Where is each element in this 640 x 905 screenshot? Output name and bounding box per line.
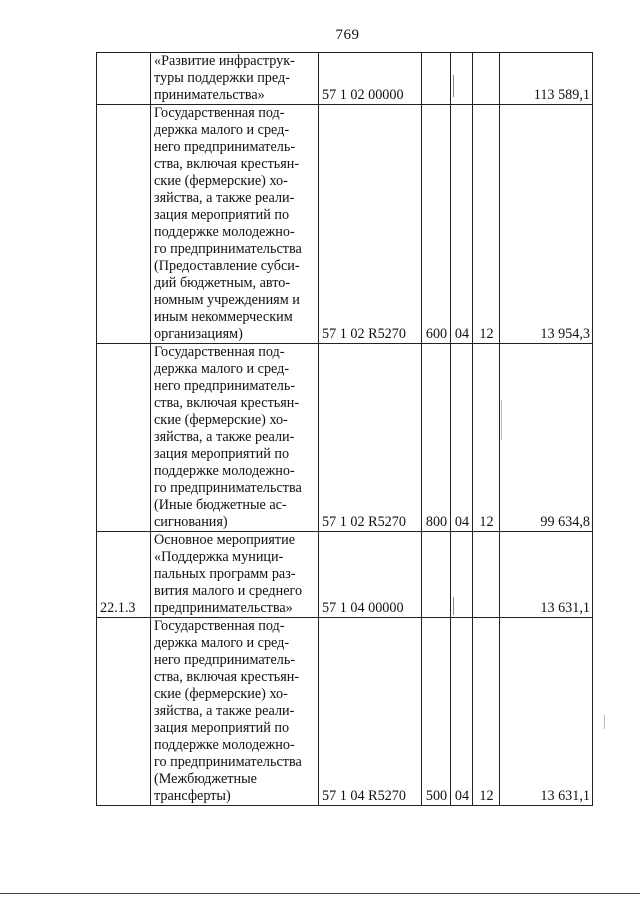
item-name-line: зация мероприятий по xyxy=(154,446,290,462)
target-article-code-cell xyxy=(319,53,422,105)
item-name-line: зяйства, а также реали- xyxy=(154,429,295,445)
item-name-line: Государственная под- xyxy=(154,618,285,634)
table-row xyxy=(97,53,593,105)
item-name-cell xyxy=(151,105,319,344)
item-name-line: поддержке молодежно- xyxy=(154,224,295,240)
table-row xyxy=(97,105,593,344)
target-article-code-text: 57 1 02 00000 xyxy=(322,87,404,103)
item-name-line: го предпринимательства xyxy=(154,480,302,496)
scan-artifact xyxy=(453,75,454,97)
table-row xyxy=(97,618,593,806)
expense-type-text: 500 xyxy=(425,788,448,804)
item-name-line: ские (фермерские) хо- xyxy=(154,412,288,428)
item-name-line: го предпринимательства xyxy=(154,754,302,770)
section-cell xyxy=(451,344,473,532)
scan-artifact xyxy=(501,400,502,440)
row-number-cell xyxy=(97,105,151,344)
subsection-cell xyxy=(473,53,500,105)
subsection-text: 12 xyxy=(479,326,494,342)
item-name-line: предпринимательства» xyxy=(154,600,293,616)
item-name-line: (Иные бюджетные ас- xyxy=(154,497,287,513)
item-name-line: него предприниматель- xyxy=(154,139,296,155)
amount-cell xyxy=(500,344,593,532)
expense-type-cell xyxy=(422,53,451,105)
item-name-line: зяйства, а также реали- xyxy=(154,190,295,206)
item-name-cell xyxy=(151,618,319,806)
item-name-line: держка малого и сред- xyxy=(154,361,290,377)
expense-type-cell xyxy=(422,532,451,618)
item-name-line: зация мероприятий по xyxy=(154,720,290,736)
page-bottom-rule xyxy=(0,893,640,894)
item-name-line: зяйства, а также реали- xyxy=(154,703,295,719)
subsection-cell xyxy=(473,344,500,532)
item-name-line: держка малого и сред- xyxy=(154,635,290,651)
target-article-code-cell xyxy=(319,344,422,532)
item-name-line: трансферты) xyxy=(154,788,231,804)
section-text: 04 xyxy=(454,788,470,804)
row-number-cell xyxy=(97,344,151,532)
row-number-text: 22.1.3 xyxy=(100,600,136,616)
item-name-line: ские (фермерские) хо- xyxy=(154,686,288,702)
amount-text: 13 631,1 xyxy=(540,600,590,616)
amount-cell xyxy=(500,105,593,344)
item-name-line: ства, включая крестьян- xyxy=(154,395,300,411)
item-name-line: организациям) xyxy=(154,326,243,342)
amount-text: 113 589,1 xyxy=(533,87,590,103)
table-row xyxy=(97,344,593,532)
item-name-line: ства, включая крестьян- xyxy=(154,156,300,172)
item-name-line: него предприниматель- xyxy=(154,378,296,394)
target-article-code-cell xyxy=(319,105,422,344)
amount-text: 13 631,1 xyxy=(540,788,590,804)
subsection-cell xyxy=(473,532,500,618)
item-name-line: (Межбюджетные xyxy=(154,771,257,787)
section-text: 04 xyxy=(454,326,470,342)
item-name-line: поддержке молодежно- xyxy=(154,737,295,753)
target-article-code-text: 57 1 04 00000 xyxy=(322,600,404,616)
item-name-line: сигнования) xyxy=(154,514,228,530)
amount-text: 13 954,3 xyxy=(540,326,590,342)
item-name-line: поддержке молодежно- xyxy=(154,463,295,479)
item-name-line: Основное мероприятие xyxy=(154,532,295,548)
target-article-code-text: 57 1 02 R5270 xyxy=(322,514,406,530)
expense-type-cell xyxy=(422,344,451,532)
subsection-text: 12 xyxy=(479,514,494,530)
item-name-line: Государственная под- xyxy=(154,105,285,121)
target-article-code-text: 57 1 04 R5270 xyxy=(322,788,406,804)
expense-type-text: 600 xyxy=(425,326,448,342)
item-name-line: «Развитие инфраструк- xyxy=(154,53,295,69)
item-name-cell xyxy=(151,53,319,105)
item-name-cell xyxy=(151,344,319,532)
amount-cell xyxy=(500,618,593,806)
item-name-cell xyxy=(151,532,319,618)
item-name-line: него предприниматель- xyxy=(154,652,296,668)
item-name-line: принимательства» xyxy=(154,87,265,103)
item-name-line: дий бюджетным, авто- xyxy=(154,275,291,291)
target-article-code-text: 57 1 02 R5270 xyxy=(322,326,406,342)
scan-artifact xyxy=(604,715,605,729)
item-name-line: Государственная под- xyxy=(154,344,285,360)
item-name-line: ства, включая крестьян- xyxy=(154,669,300,685)
item-name-line: держка малого и сред- xyxy=(154,122,290,138)
row-number-cell xyxy=(97,53,151,105)
target-article-code-cell xyxy=(319,532,422,618)
item-name-line: пальных программ раз- xyxy=(154,566,296,582)
budget-table xyxy=(96,52,593,806)
page-number: 769 xyxy=(335,27,360,43)
row-number-cell xyxy=(97,618,151,806)
item-name-line: «Поддержка муници- xyxy=(154,549,284,565)
section-text: 04 xyxy=(454,514,470,530)
item-name-line: ские (фермерские) хо- xyxy=(154,173,288,189)
item-name-line: вития малого и среднего xyxy=(154,583,303,599)
amount-text: 99 634,8 xyxy=(540,514,590,530)
table-row xyxy=(97,532,593,618)
amount-cell xyxy=(500,53,593,105)
expense-type-text: 800 xyxy=(425,514,448,530)
expense-type-cell xyxy=(422,105,451,344)
target-article-code-cell xyxy=(319,618,422,806)
subsection-text: 12 xyxy=(479,788,494,804)
amount-cell xyxy=(500,532,593,618)
subsection-cell xyxy=(473,618,500,806)
item-name-line: туры поддержки пред- xyxy=(154,70,290,86)
section-cell xyxy=(451,618,473,806)
row-number-cell xyxy=(97,532,151,618)
item-name-line: номным учреждениям и xyxy=(154,292,300,308)
subsection-cell xyxy=(473,105,500,344)
item-name-line: (Предоставление субси- xyxy=(154,258,300,274)
item-name-line: го предпринимательства xyxy=(154,241,302,257)
expense-type-cell xyxy=(422,618,451,806)
item-name-line: иным некоммерческим xyxy=(154,309,293,325)
item-name-line: зация мероприятий по xyxy=(154,207,290,223)
scan-artifact xyxy=(453,597,454,615)
section-cell xyxy=(451,105,473,344)
table-body xyxy=(97,53,593,806)
